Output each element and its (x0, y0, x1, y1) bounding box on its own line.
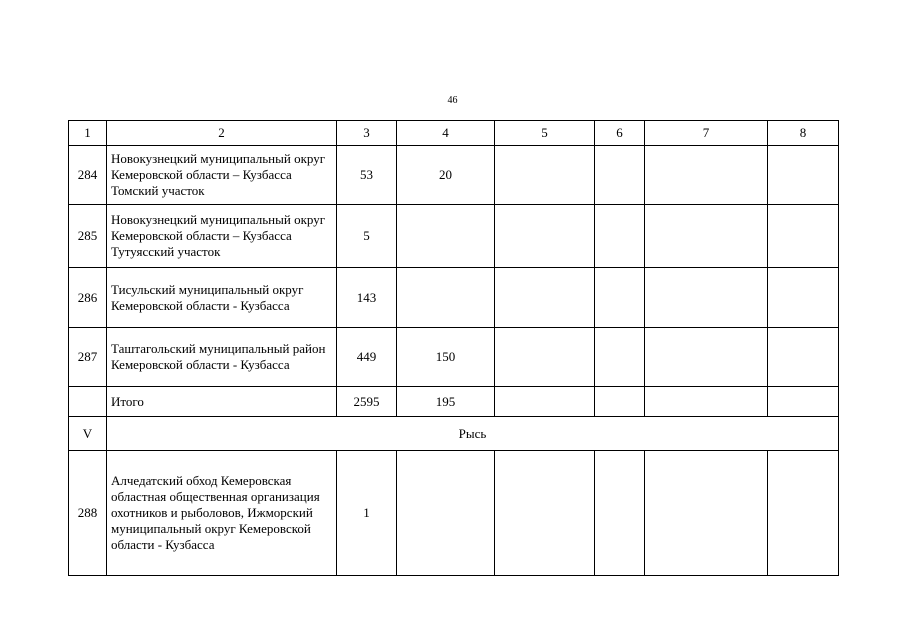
row-name: Таштагольский муниципальный район Кемеровской области - Кузбасса (107, 328, 337, 387)
empty-cell (495, 205, 595, 268)
empty-cell (397, 451, 495, 576)
empty-cell (595, 268, 645, 328)
header-cell-8: 8 (768, 121, 839, 146)
table-row (69, 146, 839, 205)
row-name: Новокузнецкий муниципальный округ Кемеровской области – Кузбасса Томский участок (107, 146, 337, 205)
empty-cell (645, 268, 768, 328)
empty-cell (69, 387, 107, 417)
table-row (69, 451, 839, 576)
empty-cell (595, 387, 645, 417)
row-col3-value: 1 (363, 505, 370, 520)
row-number: 285 (69, 205, 107, 268)
total-col3: 2595 (337, 387, 397, 417)
header-cell-2: 2 (107, 121, 337, 146)
section-title: Рысь (107, 417, 839, 451)
header-row (69, 121, 839, 146)
empty-cell (595, 146, 645, 205)
header-cell-4: 4 (397, 121, 495, 146)
row-number: 287 (69, 328, 107, 387)
row-col4: 150 (397, 328, 495, 387)
header-cell-5: 5 (495, 121, 595, 146)
empty-cell (768, 146, 839, 205)
header-cell-3: 3 (337, 121, 397, 146)
total-label: Итого (107, 387, 337, 417)
empty-cell (645, 205, 768, 268)
table-row (69, 205, 839, 268)
empty-cell (495, 387, 595, 417)
empty-cell (595, 205, 645, 268)
row-col4 (397, 268, 495, 328)
row-number: 288 (69, 451, 107, 576)
empty-cell (495, 328, 595, 387)
empty-cell (645, 146, 768, 205)
empty-cell (495, 268, 595, 328)
header-cell-6: 6 (595, 121, 645, 146)
empty-cell (768, 268, 839, 328)
empty-cell (595, 451, 645, 576)
empty-cell (645, 451, 768, 576)
data-table (68, 120, 839, 576)
section-number: V (69, 417, 107, 451)
row-name: Тисульский муниципальный округ Кемеровской области - Кузбасса (107, 268, 337, 328)
header-cell-7: 7 (645, 121, 768, 146)
row-col4 (397, 205, 495, 268)
empty-cell (768, 451, 839, 576)
row-col4: 20 (397, 146, 495, 205)
empty-cell (595, 328, 645, 387)
total-col4: 195 (397, 387, 495, 417)
row-col3: 5 (337, 205, 397, 268)
empty-cell (768, 205, 839, 268)
table-row (69, 268, 839, 328)
empty-cell (645, 328, 768, 387)
row-col3: 53 (337, 146, 397, 205)
row-name: Алчедатский обход Кемеровская областная общественная организация охотников и рыболовов, Ижморский муниципальный округ Кемеровской области - Кузбасса (107, 451, 337, 576)
section-row (69, 417, 839, 451)
row-col3 (337, 451, 397, 576)
row-name: Новокузнецкий муниципальный округ Кемеровской области – Кузбасса Тутуясский участок (107, 205, 337, 268)
header-cell-1: 1 (69, 121, 107, 146)
row-number: 286 (69, 268, 107, 328)
row-col3: 143 (337, 268, 397, 328)
empty-cell (768, 328, 839, 387)
empty-cell (495, 146, 595, 205)
table-row (69, 328, 839, 387)
empty-cell (495, 451, 595, 576)
row-number: 284 (69, 146, 107, 205)
total-row (69, 387, 839, 417)
empty-cell (645, 387, 768, 417)
page-number: 46 (447, 95, 458, 106)
empty-cell (768, 387, 839, 417)
row-col3: 449 (337, 328, 397, 387)
